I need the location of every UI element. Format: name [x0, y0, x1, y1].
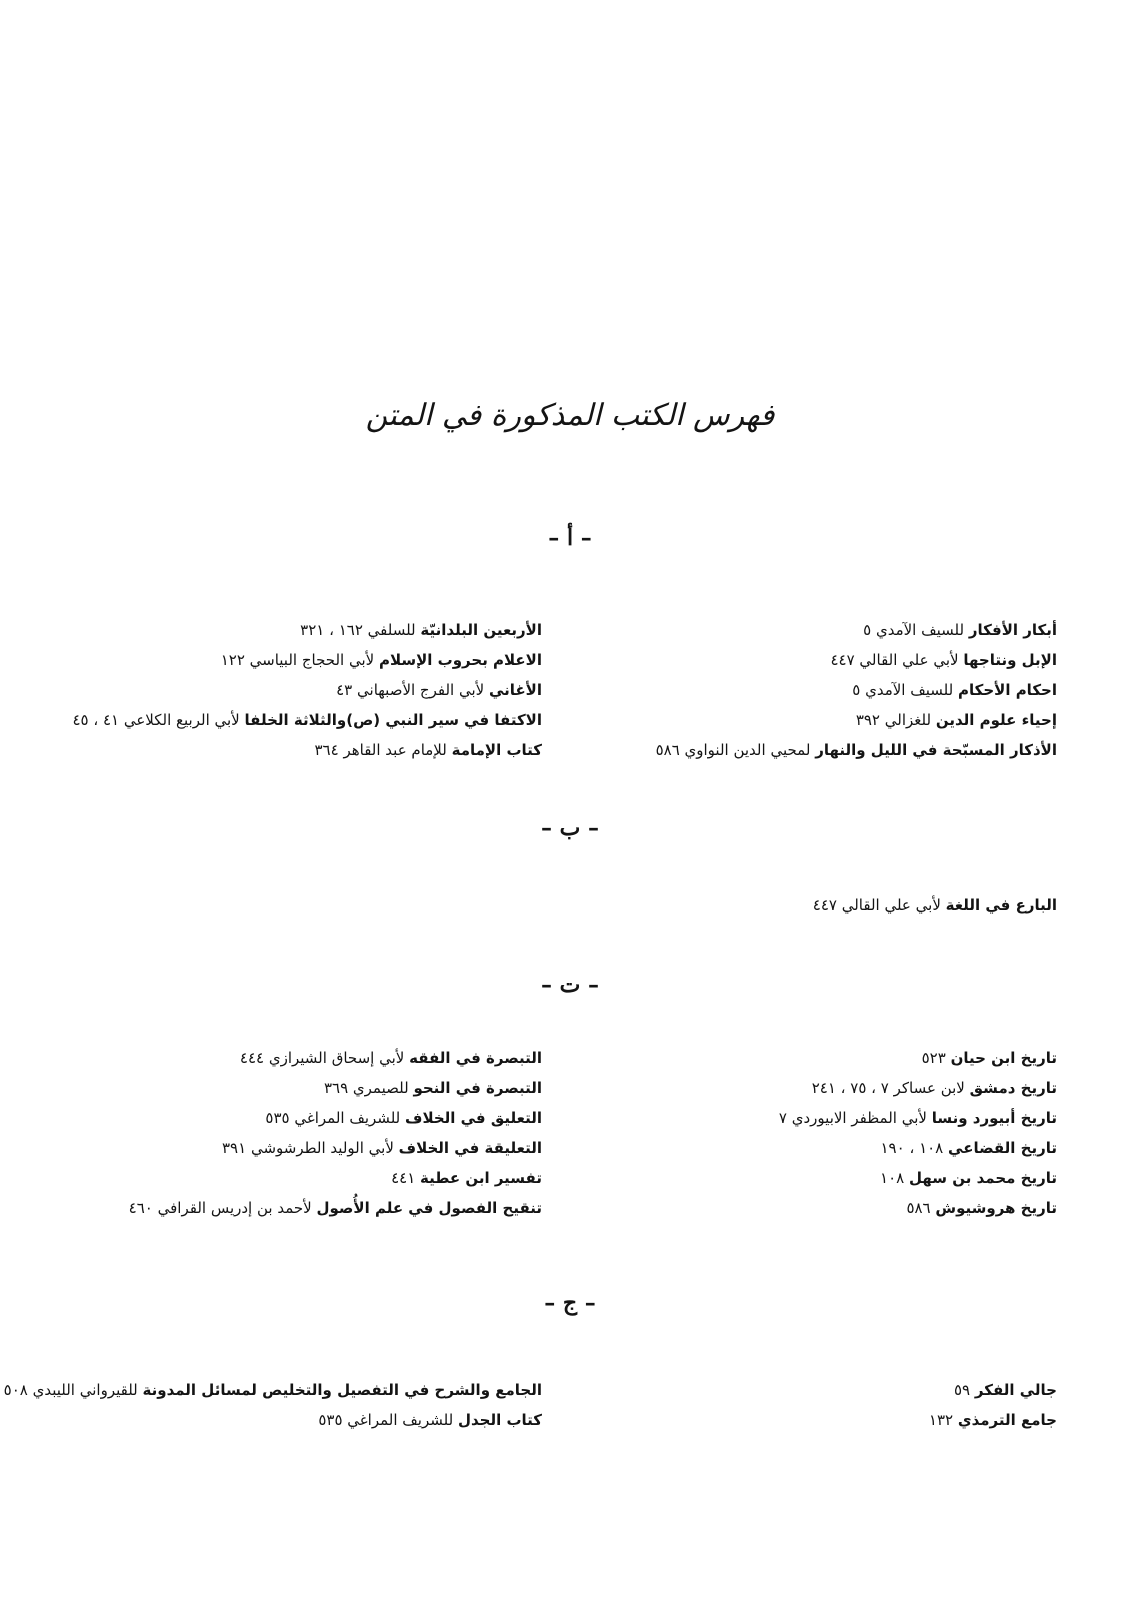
index-entry: الأذكار المسبّحة في الليل والنهار لمحيي الدين النواوي ٥٨٦: [655, 741, 1057, 759]
index-entry: جامع الترمذي ١٣٢: [928, 1411, 1057, 1429]
index-entry: تفسير ابن عطية ٤٤١: [391, 1169, 542, 1187]
index-entry: التبصرة في الفقه لأبي إسحاق الشيرازي ٤٤٤: [239, 1049, 542, 1067]
index-entry: الأغاني لأبي الفرج الأصبهاني ٤٣: [336, 681, 542, 699]
index-entry: كتاب الجدل للشريف المراغي ٥٣٥: [318, 1411, 542, 1429]
column-right-ba: [637, 890, 1057, 920]
index-entry: تاريخ أبيورد ونسا لأبي المظفر الابيوردي ٧: [778, 1109, 1057, 1127]
column-left-ta: [62, 1043, 542, 1223]
index-entry: تنقيح الفصول في علم الأُصول لأحمد بن إدريس القرافي ٤٦٠: [128, 1199, 542, 1217]
index-entry: إحياء علوم الدين للغزالي ٣٩٢: [855, 711, 1057, 729]
index-entry: تاريخ القضاعي ١٠٨ ، ١٩٠: [880, 1139, 1057, 1157]
index-entry: تاريخ ابن حيان ٥٢٣: [921, 1049, 1057, 1067]
index-entry: البارع في اللغة لأبي علي القالي ٤٤٧: [812, 896, 1057, 914]
index-entry: تاريخ دمشق لابن عساكر ٧ ، ٧٥ ، ٢٤١: [811, 1079, 1057, 1097]
section-letter-jim: – ج –: [544, 1290, 596, 1316]
index-entry: التعليقة في الخلاف لأبي الوليد الطرشوشي ٣٩١: [222, 1139, 542, 1157]
index-entry: الاكتفا في سير النبي (ص)والثلاثة الخلفا لأبي الربيع الكلاعي ٤١ ، ٤٥: [72, 711, 542, 729]
index-entry: الجامع والشرح في التفصيل والتخليص لمسائل المدونة للقيرواني الليبدي ٥٠٨: [3, 1381, 542, 1399]
index-entry: احكام الأحكام للسيف الآمدي ٥: [852, 681, 1057, 699]
index-entry: جالي الفكر ٥٩: [953, 1381, 1057, 1399]
index-entry: أبكار الأفكار للسيف الآمدي ٥: [863, 621, 1057, 639]
index-entry: الأربعين البلدانيّة للسلفي ١٦٢ ، ٣٢١: [300, 621, 542, 639]
column-left-jim: [3, 1375, 542, 1435]
page-title: فهرس الكتب المذكورة في المتن: [365, 398, 775, 433]
index-entry: كتاب الإمامة للإمام عبد القاهر ٣٦٤: [314, 741, 542, 759]
index-entry: التبصرة في النحو للصيمري ٣٦٩: [323, 1079, 542, 1097]
column-right-ta: [637, 1043, 1057, 1223]
section-letter-alif: – أ –: [548, 525, 592, 551]
section-letter-ba: – ب –: [540, 815, 600, 841]
column-right-jim: [637, 1375, 1057, 1435]
index-entry: الإبل ونتاجها لأبي علي القالي ٤٤٧: [830, 651, 1057, 669]
column-right-alif: [637, 615, 1057, 765]
section-letter-ta: – ت –: [540, 972, 600, 998]
index-entry: الاعلام بحروب الإسلام لأبي الحجاج البياسي ١٢٢: [220, 651, 542, 669]
index-entry: تاريخ هروشيوش ٥٨٦: [906, 1199, 1057, 1217]
index-entry: التعليق في الخلاف للشريف المراغي ٥٣٥: [265, 1109, 542, 1127]
index-entry: تاريخ محمد بن سهل ١٠٨: [880, 1169, 1057, 1187]
column-left-alif: [62, 615, 542, 765]
